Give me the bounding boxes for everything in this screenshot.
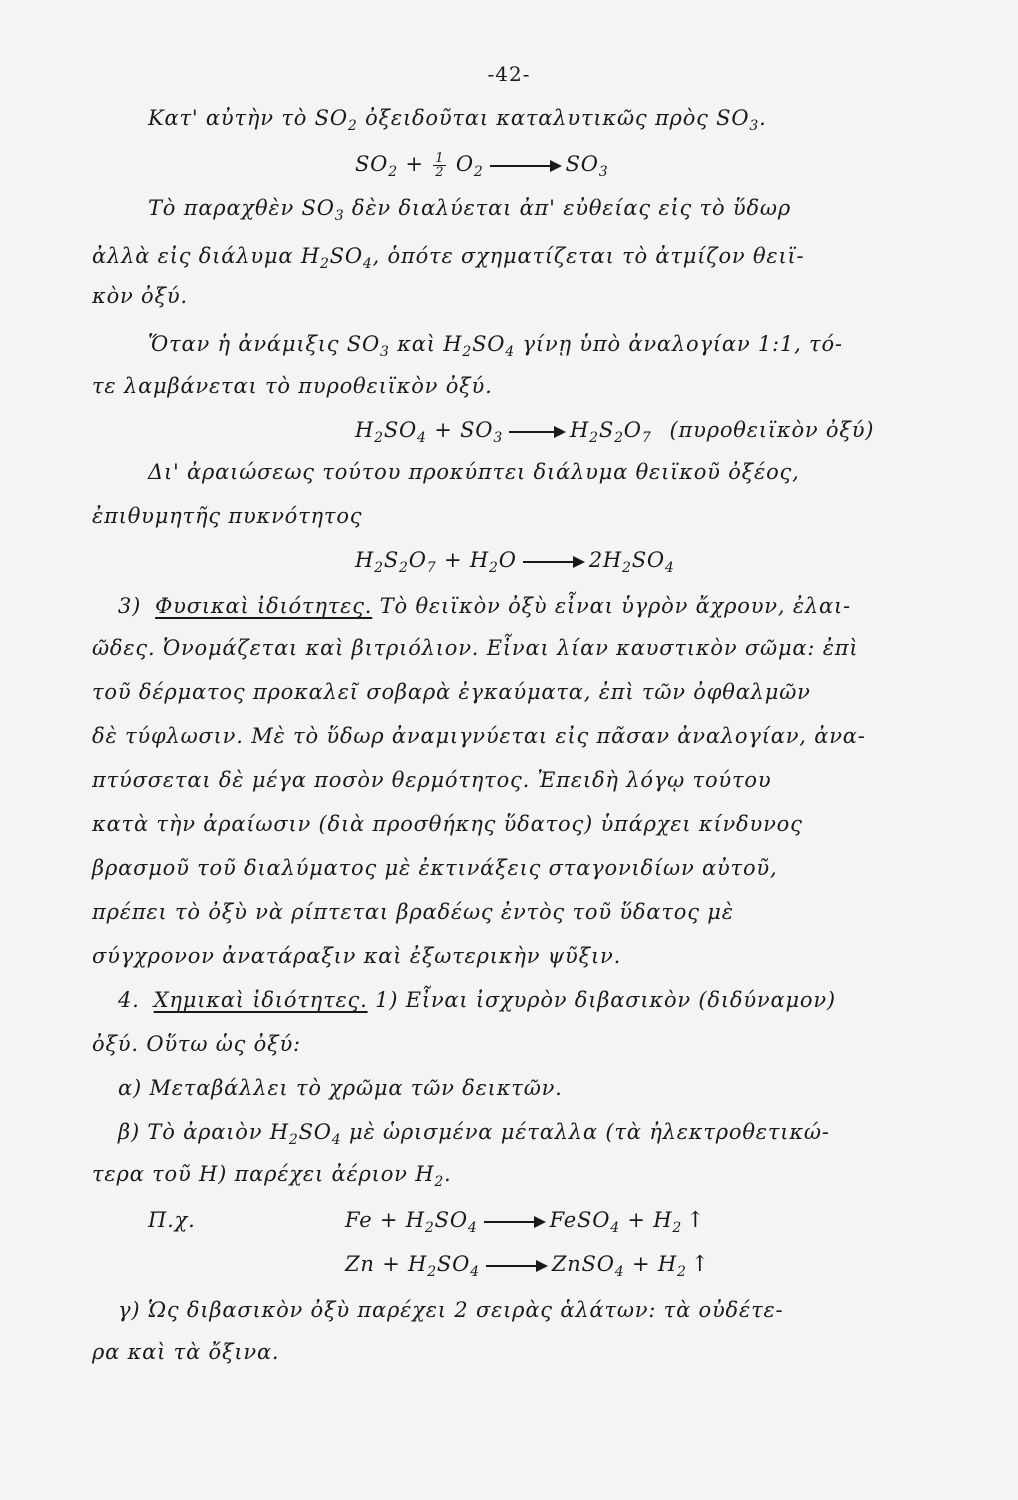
text-line-24: β) Τὸ ἀραιὸν $H_2SO_4$ μὲ ὡρισμένα μέταλλα (τὰ ἠλεκτροθετικώ-	[118, 1120, 830, 1148]
reaction-arrow	[486, 1265, 546, 1267]
text-line-29: ρα καὶ τὰ ὄξινα.	[92, 1340, 280, 1364]
section-3-heading-line: 3) Φυσικαὶ ἰδιότητες. Τὸ θειϊκὸν ὀξὺ εἶναι ὑγρὸν ἄχρουν, ἐλαι-	[118, 594, 851, 618]
example-label: Π.χ.	[148, 1208, 196, 1232]
text-line-22: ὀξύ. Οὕτω ὡς ὀξύ:	[92, 1032, 301, 1056]
text-line-25: τερα τοῦ H) παρέχει ἀέριον $H_2$.	[92, 1162, 452, 1190]
gas-up-arrow-icon: ↑	[686, 1208, 706, 1233]
text-line-3: Τὸ παραχθὲν $SO_3$ δὲν διαλύεται ἀπ' εὐθείας εἰς τὸ ὕδωρ	[148, 196, 791, 224]
text-line-7: τε λαμβάνεται τὸ πυροθειϊκὸν ὀξύ.	[92, 374, 493, 398]
text-line-28: γ) Ὡς διβασικὸν ὀξὺ παρέχει 2 σειρὰς ἁλάτων: τὰ οὐδέτε-	[118, 1298, 784, 1322]
text-line-17: κατὰ τὴν ἀραίωσιν (διὰ προσθήκης ὕδατος) ὑπάρχει κίνδυνος	[92, 812, 803, 836]
text-line-5: κὸν ὀξύ.	[92, 284, 188, 308]
gas-up-arrow-icon: ↑	[690, 1252, 710, 1277]
text-line-6: Ὅταν ἡ ἀνάμιξις $SO_3$ καὶ $H_2SO_4$ γίνῃ ὑπὸ ἀναλογίαν 1:1, τό-	[148, 332, 843, 360]
section-4-title: Χημικαὶ ἰδιότητες.	[153, 988, 368, 1012]
text-line-19: πρέπει τὸ ὀξὺ νὰ ρίπτεται βραδέως ἐντὸς τοῦ ὕδατος μὲ	[92, 900, 734, 924]
reaction-arrow	[490, 165, 560, 167]
reaction-arrow	[509, 431, 564, 433]
equation-zinc: $Zn + H_2SO_4$ ZnSO$_4$ + $H_2$ ↑	[345, 1252, 710, 1280]
page-number: -42-	[487, 62, 531, 86]
text-line-10: ἐπιθυμητῆς πυκνότητος	[92, 504, 363, 528]
text-line-20: σύγχρονον ἀνατάραξιν καὶ ἐξωτερικὴν ψῦξιν.	[92, 944, 622, 968]
reaction-arrow	[523, 561, 583, 563]
section-3-title: Φυσικαὶ ἰδιότητες.	[155, 594, 373, 618]
text-line-14: τοῦ δέρματος προκαλεῖ σοβαρὰ ἐγκαύματα, ἐπὶ τῶν ὀφθαλμῶν	[92, 680, 811, 704]
equation-iron: $Fe + H_2SO_4$ FeSO$_4$ + $H_2$ ↑	[345, 1208, 706, 1236]
text-line-13: ῶδες. Ὀνομάζεται καὶ βιτριόλιον. Εἶναι λίαν καυστικὸν σῶμα: ἐπὶ	[92, 636, 859, 660]
text-line-9: Δι' ἀραιώσεως τούτου προκύπτει διάλυμα θειϊκοῦ ὀξέος,	[148, 460, 800, 484]
text-line-18: βρασμοῦ τοῦ διαλύματος μὲ ἐκτινάξεις σταγονιδίων αὐτοῦ,	[92, 856, 778, 880]
equation-so2-oxidation: $SO_2$ + $\frac{1}{2}$ $O_2$ $SO_3$	[355, 151, 609, 180]
text-line-1: Κατ' αὐτὴν τὸ $SO_2$ ὀξειδοῦται καταλυτικῶς πρὸς $SO_3$.	[148, 106, 767, 134]
section-4-heading-line: 4. Χημικαὶ ἰδιότητες. 1) Εἶναι ἰσχυρὸν διβασικὸν (διδύναμον)	[118, 988, 836, 1012]
reaction-arrow	[484, 1221, 544, 1223]
text-line-4: ἀλλὰ εἰς διάλυμα $H_2SO_4$, ὁπότε σχηματίζεται τὸ ἀτμίζον θειϊ-	[92, 244, 805, 272]
text-line-16: πτύσσεται δὲ μέγα ποσὸν θερμότητος. Ἐπειδὴ λόγῳ τούτου	[92, 768, 772, 792]
text-line-23: α) Μεταβάλλει τὸ χρῶμα τῶν δεικτῶν.	[118, 1076, 563, 1100]
fraction-one-half: $\frac{1}{2}$	[435, 151, 445, 180]
text-line-15: δὲ τύφλωσιν. Μὲ τὸ ὕδωρ ἀναμιγνύεται εἰς πᾶσαν ἀναλογίαν, ἀνα-	[92, 724, 866, 748]
equation-pyrosulfuric: $H_2SO_4 + SO_3$ $H_2S_2O_7$ (πυροθειϊκὸν ὀξύ)	[355, 418, 875, 446]
equation-dilution: $H_2S_2O_7 + H_2O$ $2H_2SO_4$	[355, 548, 675, 576]
